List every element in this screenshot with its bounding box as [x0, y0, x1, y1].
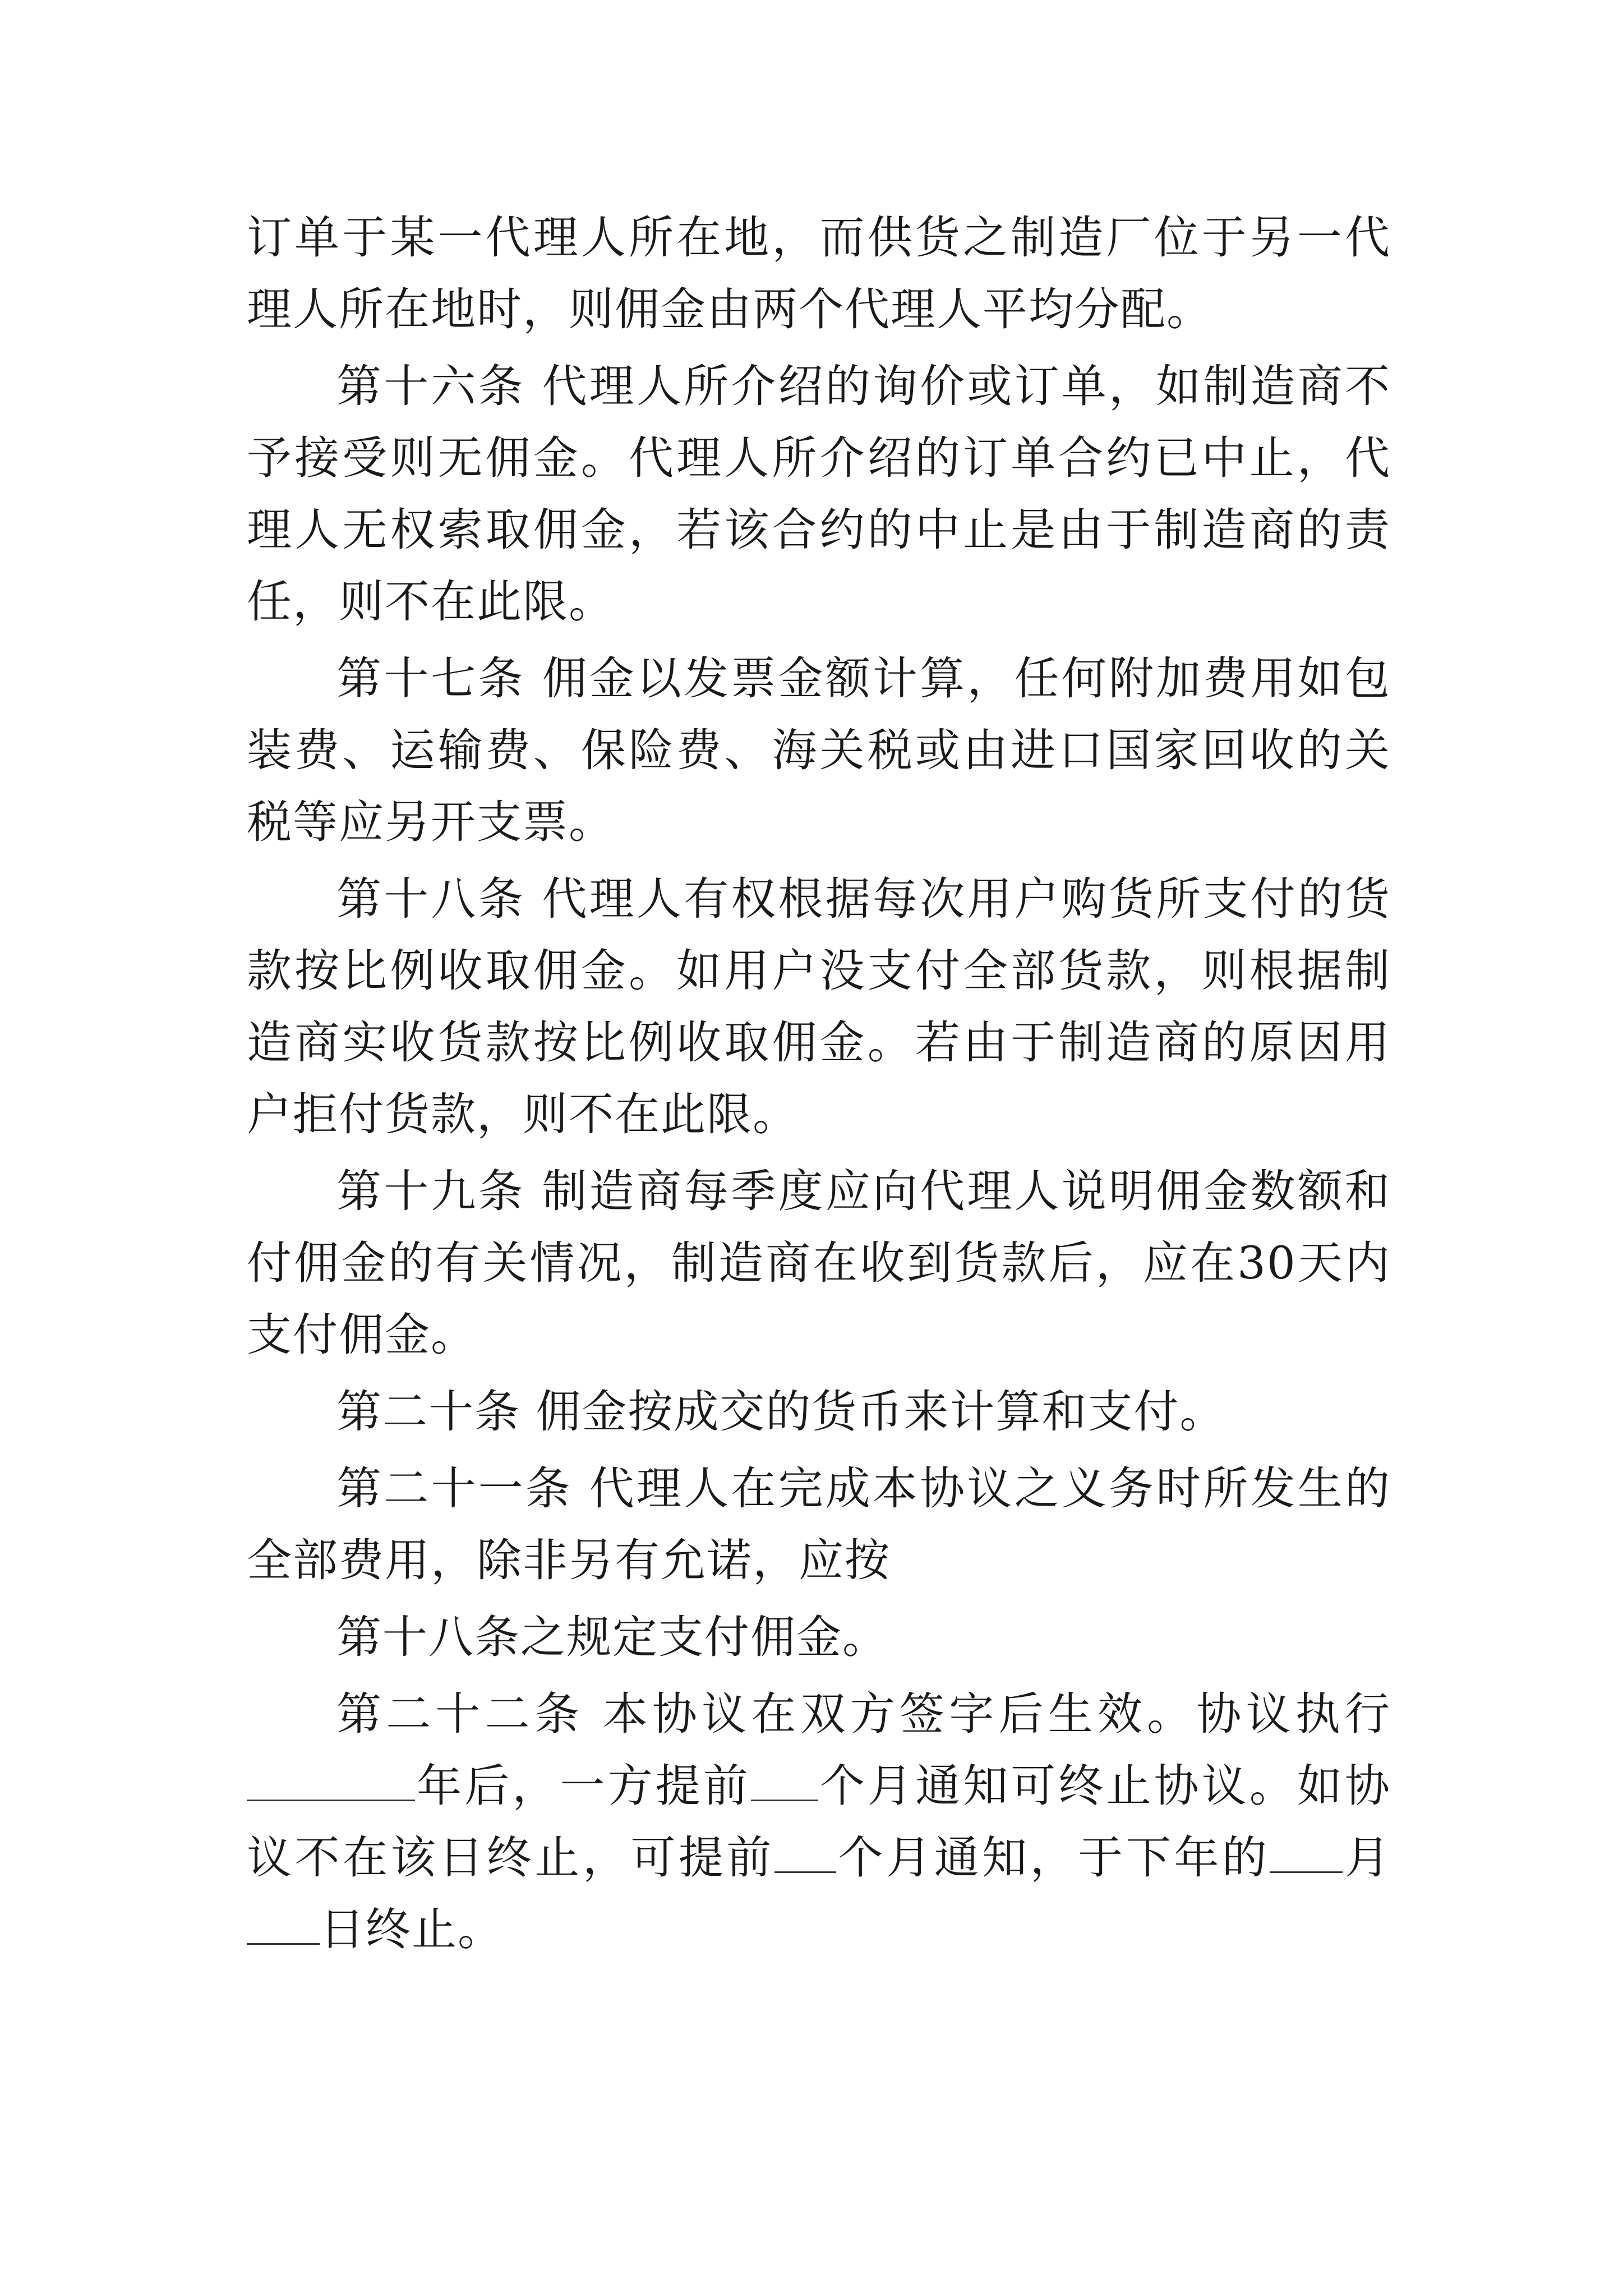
paragraph-continuation: 订单于某一代理人所在地，而供货之制造厂位于另一代理人所在地时，则佣金由两个代理人平均分配。 — [247, 211, 1391, 335]
article-16: 第十六条 代理人所介绍的询价或订单，如制造商不予接受则无佣金。代理人所介绍的订单合约已中止，代理人无权索取佣金，若该合约的中止是由于制造商的责任，则不在此限。 — [247, 360, 1391, 628]
article-22-text-1: 第二十二条 本协议在双方签字后生效。协议执行 — [336, 1688, 1391, 1740]
blank-notice-months-2 — [774, 1832, 836, 1873]
blank-notice-months — [751, 1760, 818, 1801]
blank-day — [247, 1904, 320, 1945]
article-20: 第二十条 佣金按成交的货币来计算和支付。 — [336, 1386, 1226, 1438]
article-22-text-2: 年后，一方提前 — [415, 1760, 751, 1812]
article-18: 第十八条 代理人有权根据每次用户购货所支付的货款按比例收取佣金。如用户没支付全部货款，则根据制造商实收货款按比例收取佣金。若由于制造商的原因用户拒付货款，则不在此限。 — [247, 873, 1391, 1140]
article-21: 第二十一条 代理人在完成本协议之义务时所发生的全部费用，除非另有允诺，应按 — [247, 1462, 1391, 1586]
blank-month — [1270, 1832, 1343, 1873]
article-22-text-5: 月 — [1343, 1832, 1391, 1884]
article-22-text-4: 个月通知，于下年的 — [836, 1832, 1270, 1884]
article-22-text-6: 日终止。 — [320, 1903, 504, 1955]
article-22 — [247, 1678, 1391, 1966]
document-body — [247, 202, 1391, 1971]
article-17: 第十七条 佣金以发票金额计算，任何附加费用如包装费、运输费、保险费、海关税或由进口国家回收的关税等应另开支票。 — [247, 652, 1391, 848]
article-22-text-3: 个月通知可终止协议。如协议不在该日终止，可提前 — [247, 1760, 1391, 1884]
article-19: 第十九条 制造商每季度应向代理人说明佣金数额和付佣金的有关情况，制造商在收到货款后，应在30天内支付佣金。 — [247, 1165, 1391, 1361]
article-21-continued: 第十八条之规定支付佣金。 — [336, 1611, 888, 1663]
blank-years — [247, 1760, 415, 1801]
